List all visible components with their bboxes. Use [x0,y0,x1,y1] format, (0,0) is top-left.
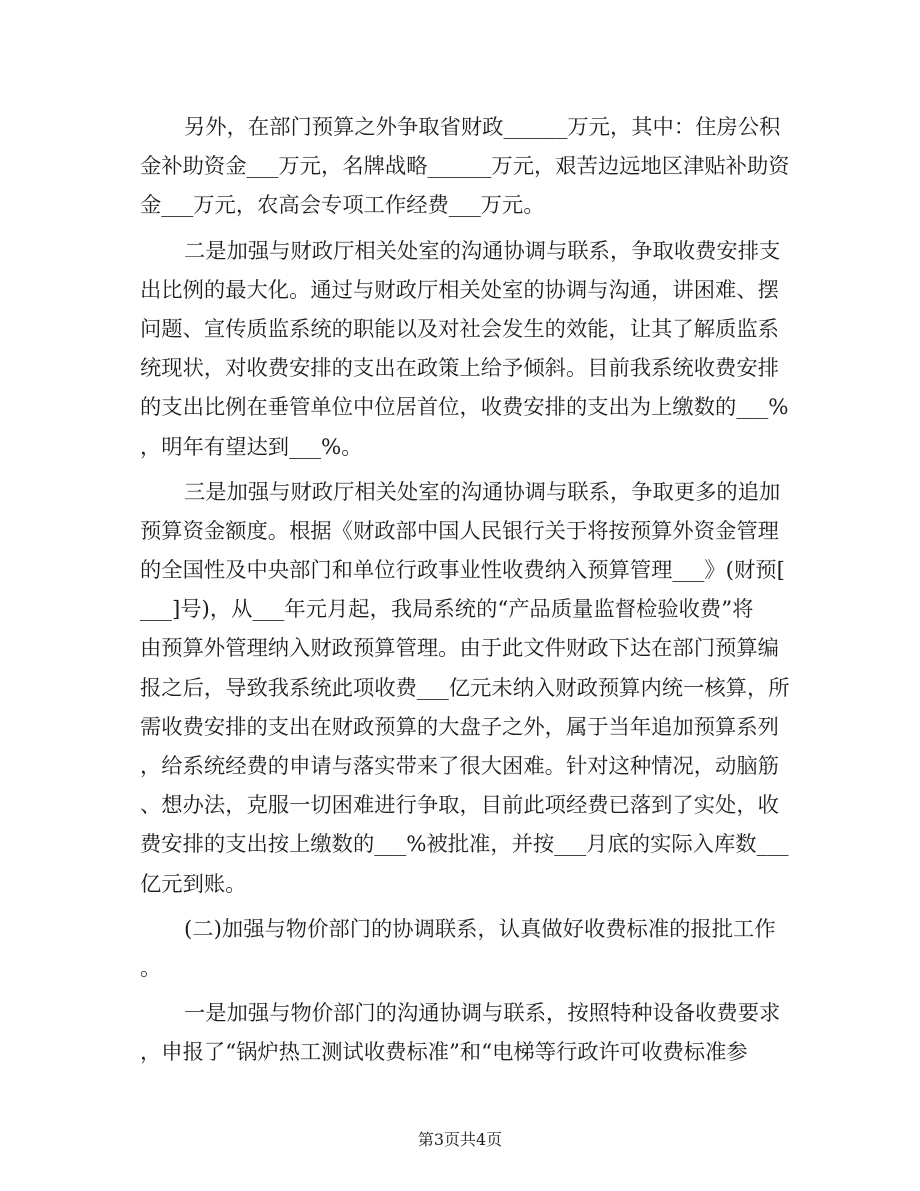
paragraph-provincial-funds [140,108,800,226]
text-line: 需收费安排的支出在财政预算的大盘子之外，属于当年追加预算系列 [140,714,779,740]
paragraph-point-two [140,232,800,467]
text-line: 三是加强与财政厅相关处室的沟通协调与联系，争取更多的追加 [184,479,781,505]
document-body [140,108,800,1079]
text-line: 问题、宣传质监系统的职能以及对社会发生的效能，让其了解质监系 [140,316,779,342]
text-line: 金补助资金___万元，名牌战略______万元，艰苦边远地区津贴补助资 [140,154,790,180]
text-line: 报之后，导致我系统此项收费___亿元未纳入财政预算内统一核算，所 [140,675,790,701]
text-line: 金___万元，农高会专项工作经费___万元。 [140,193,545,219]
text-line: 统现状，对收费安排的支出在政策上给予倾斜。目前我系统收费安排 [140,356,779,382]
page-number: 第3页共4页 [417,1130,503,1149]
text-line: 由预算外管理纳入财政预算管理。由于此文件财政下达在部门预算编 [140,636,779,662]
text-line: 、想办法，克服一切困难进行争取，目前此项经费已落到了实处，收 [140,793,779,819]
section-heading-pricing-department [140,910,800,988]
text-line: ，给系统经费的申请与落实带来了很大困难。针对这种情况，动脑筋 [140,754,779,779]
text-line: 费安排的支出按上缴数的___%被批准，并按___月底的实际入库数___ [140,832,789,858]
text-line: 预算资金额度。根据《财政部中国人民银行关于将按预算外资金管理 [140,518,779,544]
text-line: 的支出比例在垂管单位中位居首位，收费安排的支出为上缴数的___% [140,395,789,421]
text-line: 的全国性及中央部门和单位行政事业性收费纳入预算管理___》(财预[ [140,558,785,584]
text-line: 。 [140,955,162,981]
paragraph-point-three [140,473,800,904]
text-line: 出比例的最大化。通过与财政厅相关处室的协调与沟通，讲困难、摆 [140,277,779,303]
text-line: 一是加强与物价部门的沟通协调与联系，按照特种设备收费要求 [184,1001,781,1027]
text-line: 二是加强与财政厅相关处室的沟通协调与联系，争取收费安排支 [184,238,781,264]
text-line: (二)加强与物价部门的协调联系，认真做好收费标准的报批工作 [184,916,776,942]
text-line: 亿元到账。 [140,871,247,897]
text-line: ，明年有望达到___%。 [140,434,363,460]
text-line: ___]号)，从___年元月起，我局系统的“产品质量监督检验收费”将 [140,597,754,623]
paragraph-pricing-point-one [140,994,800,1072]
text-line: 另外，在部门预算之外争取省财政______万元，其中：住房公积 [184,115,781,140]
text-line: ，申报了“锅炉热工测试收费标准”和“电梯等行政许可收费标准参 [140,1040,748,1066]
